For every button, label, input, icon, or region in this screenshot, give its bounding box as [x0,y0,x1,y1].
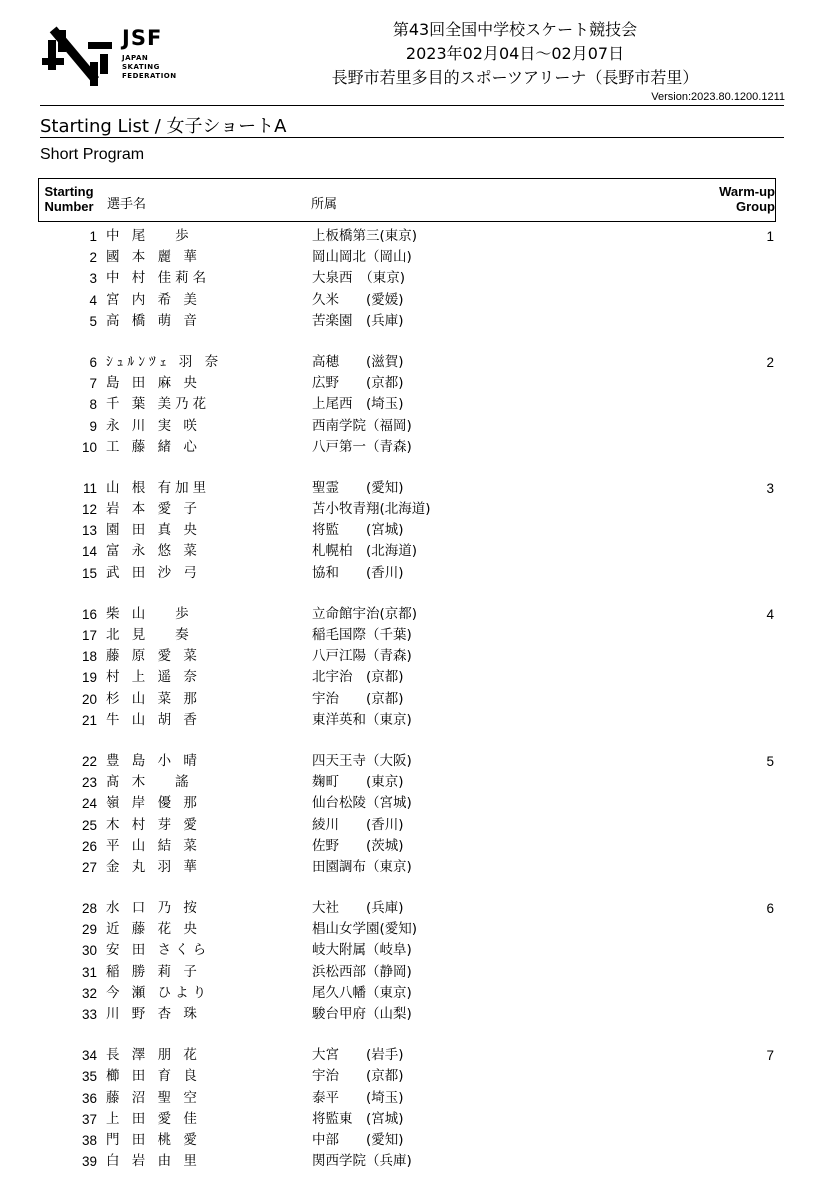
skater-club: 東洋英和（東京) [312,711,412,728]
table-row [40,646,784,667]
starting-number: 14 [81,544,97,560]
skater-club: 岐大附属（岐阜) [312,942,412,959]
skater-club: 大社 (兵庫) [312,900,404,917]
skater-club: 上板橋第三(東京) [312,228,418,244]
table-row [40,857,784,878]
skater-club: 立命館宇治(京都) [312,605,418,622]
header-club: 所属 [311,197,338,212]
event-name: 第43回全国中学校スケート競技会 [392,20,638,39]
table-row [40,604,784,625]
table-row [40,352,784,373]
starting-number: 35 [81,1069,97,1085]
table-row [40,1130,784,1151]
starting-number: 39 [81,1154,97,1170]
table-row [40,226,784,247]
list-title: Starting List / 女子ショートA [40,116,287,137]
table-row [40,1045,784,1066]
table-row [40,247,784,268]
table-row [40,625,784,646]
starting-number: 9 [89,418,97,434]
title-divider [40,137,784,138]
skater-club: 上尾西 (埼玉) [312,396,404,413]
starting-number: 28 [81,901,97,917]
skater-name: 近 藤 花 央 [106,921,201,938]
warmup-group [40,751,784,878]
skater-name: 中 村 佳莉名 [106,270,211,287]
warmup-group-number: 4 [766,606,774,622]
skater-name: 門 田 桃 愛 [106,1131,201,1148]
skater-club: 尾久八幡（東京) [312,984,412,1001]
skater-name: 武 田 沙 弓 [106,564,201,581]
skater-club: 札幌柏 (北海道) [312,543,418,560]
starting-number: 11 [82,480,97,496]
starting-number: 8 [89,397,97,413]
skater-name: 白 岩 由 里 [106,1153,201,1170]
starting-number: 4 [89,292,97,308]
table-row [40,541,784,562]
skater-club: 綾川 (香川) [312,816,404,833]
header-divider [40,105,784,106]
skater-name: 稲 勝 莉 子 [106,963,201,980]
skater-name: 藤 原 愛 菜 [106,648,201,665]
table-header [38,178,776,222]
skater-name: 上 田 愛 佳 [106,1110,201,1127]
table-row [40,667,784,688]
skater-name: 平 山 結 菜 [106,837,201,854]
skater-name: 富 永 悠 菜 [106,543,201,560]
skater-club: 駿台甲府（山梨) [312,1006,412,1022]
warmup-group [40,226,784,332]
table-row [40,983,784,1004]
skater-club: 大宮 (岩手) [312,1047,404,1064]
starting-number: 3 [89,271,97,287]
starting-number: 18 [81,649,97,665]
table-row [40,394,784,415]
starting-number: 34 [81,1048,97,1064]
starting-number: 38 [81,1132,97,1148]
header-group-line-2: Group [736,199,775,214]
table-row [40,1151,784,1172]
warmup-group-number: 7 [766,1048,774,1064]
skater-club: 田園調布（東京) [312,858,412,875]
warmup-group [40,478,784,584]
table-row [40,499,784,520]
skater-club: 稲毛国際（千葉) [312,627,412,643]
table-row [40,1088,784,1109]
warmup-group [40,352,784,458]
table-row [40,689,784,710]
skater-name: 牛 山 胡 香 [106,711,201,728]
skater-name: 北 見 奏 [106,627,193,643]
logo-line-3: FEDERATION [122,72,177,80]
table-row [40,793,784,814]
skater-name: 髙 木 謠 [106,774,193,791]
starting-number: 19 [81,670,97,686]
starting-number: 36 [81,1090,97,1106]
skater-club: 宇治 (京都) [312,1068,404,1085]
table-row [40,815,784,836]
skater-name: 藤 沼 聖 空 [106,1089,201,1106]
skater-club: 将監 (宮城) [312,522,404,539]
skater-name: 高 橋 萌 音 [106,312,201,329]
starting-number: 22 [81,753,97,769]
header-group-line-1: Warm-up [719,184,775,199]
warmup-group-number: 5 [766,753,774,769]
logo-subtitle [122,54,177,81]
starting-number: 13 [81,523,97,539]
starting-list [40,226,784,1192]
event-venue: 長野市若里多目的スポーツアリーナ（長野市若里） [331,68,699,87]
warmup-group-number: 3 [766,480,774,496]
table-row [40,311,784,332]
skater-name: 今 瀬 ひより [106,984,211,1001]
skater-name: 川 野 杏 珠 [106,1006,201,1022]
table-row [40,1066,784,1087]
skater-club: 北宇治 (京都) [312,669,404,686]
starting-number: 17 [81,628,97,643]
logo-abbreviation: JSF [122,26,163,50]
skater-club: 浜松西部（静岡) [312,963,412,980]
skater-name: 長 澤 朋 花 [106,1047,201,1064]
header-num-line-1: Starting [44,184,94,199]
skater-name: 安 田 さくら [106,942,211,959]
header-num-line-2: Number [44,199,94,214]
skater-club: 仙台松陵（宮城) [312,795,412,812]
table-row [40,268,784,289]
skater-club: 佐野 (茨城) [312,837,404,854]
skater-club: 協和 (香川) [312,564,404,581]
version-label: Version:2023.80.1200.1211 [651,91,785,103]
starting-number: 30 [81,943,97,959]
skater-name: 水 口 乃 按 [106,900,201,917]
starting-number: 27 [81,859,97,875]
warmup-group-number: 1 [766,229,774,244]
skater-club: 関西学院（兵庫) [312,1153,412,1170]
event-dates: 2023年02月04日～02月07日 [405,44,625,63]
document-header [0,0,829,110]
skater-club: 泰平 (埼玉) [312,1089,404,1106]
skater-club: 広野 (京都) [312,375,404,392]
starting-number: 15 [81,565,97,581]
skater-club: 四天王寺（大阪) [312,752,412,769]
table-row [40,478,784,499]
skater-name: 櫛 田 育 良 [106,1068,201,1085]
starting-number: 16 [81,606,97,622]
skater-name: 國 本 麗 華 [106,249,201,266]
starting-number: 29 [81,922,97,938]
table-row [40,290,784,311]
table-row [40,416,784,437]
skater-name: 園 田 真 央 [106,522,201,539]
starting-number: 33 [81,1007,97,1022]
event-info [270,18,760,90]
table-row [40,962,784,983]
starting-number: 26 [81,838,97,854]
skater-club: 岡山岡北（岡山) [312,249,412,266]
starting-number: 2 [89,250,97,266]
starting-number: 25 [81,817,97,833]
table-row [40,437,784,458]
logo-line-2: SKATING [122,63,160,71]
header-skater-name: 選手名 [107,197,147,212]
starting-number: 7 [89,376,97,392]
skater-club: 高穂 (滋賀) [312,353,404,370]
skater-name: 杉 山 菜 那 [106,690,201,707]
header-warmup-group [695,184,775,214]
skater-name: 千 葉 美乃花 [106,396,211,413]
starting-number: 21 [81,712,97,728]
skater-club: 西南学院（福岡) [312,417,412,434]
starting-number: 6 [89,354,97,370]
logo-line-1: JAPAN [122,54,149,62]
warmup-group [40,604,784,731]
skater-club: 宇治 (京都) [312,690,404,707]
skater-club: 八戸江陽（青森) [312,648,412,665]
skater-name: 村 上 遥 奈 [106,669,201,686]
skater-name: 岩 本 愛 子 [106,501,201,518]
table-row [40,919,784,940]
table-row [40,772,784,793]
skater-club: 苦楽園 (兵庫) [312,312,404,329]
skater-club: 大泉西 （東京) [312,270,406,287]
table-row [40,898,784,919]
starting-number: 12 [81,502,97,518]
skater-name: 山 根 有加里 [106,479,211,496]
starting-number: 37 [81,1111,97,1127]
table-row [40,751,784,772]
skater-name: 嶺 岸 優 那 [106,795,201,812]
skater-club: 苫小牧青翔(北海道) [312,501,431,518]
skater-club: 麹町 (東京) [312,774,404,791]
starting-number: 1 [89,229,97,244]
skater-name: 柴 山 歩 [106,605,193,622]
starting-number: 5 [89,313,97,329]
skater-name: 中 尾 歩 [106,228,193,244]
starting-number: 23 [81,775,97,791]
starting-number: 20 [81,691,97,707]
skater-name: 金 丸 羽 華 [106,858,201,875]
table-row [40,1004,784,1025]
starting-number: 31 [81,964,97,980]
skater-club: 将監東 (宮城) [312,1110,404,1127]
table-row [40,520,784,541]
starting-number: 10 [81,439,97,455]
table-row [40,563,784,584]
jsf-emblem-icon [40,18,118,94]
starting-number: 32 [81,985,97,1001]
table-row [40,940,784,961]
warmup-group [40,898,784,1025]
warmup-group-number: 2 [766,354,774,370]
skater-club: 久米 (愛媛) [312,291,404,308]
starting-number: 24 [81,796,97,812]
skater-name: 永 川 実 咲 [106,417,201,434]
warmup-group-number: 6 [766,901,774,917]
jsf-logo [40,18,190,94]
skater-club: 聖霊 (愛知) [312,479,404,496]
table-row [40,836,784,857]
header-starting-number [41,184,97,214]
warmup-group [40,1045,784,1172]
skater-name: 島 田 麻 央 [106,375,201,392]
table-row [40,373,784,394]
skater-club: 中部 (愛知) [312,1131,404,1148]
skater-club: 八戸第一（青森) [312,438,412,455]
program-name: Short Program [40,146,145,163]
skater-name: 工 藤 緒 心 [106,438,201,455]
skater-name: 豊 島 小 晴 [106,752,201,769]
table-row [40,1109,784,1130]
skater-name: 木 村 芽 愛 [106,816,201,833]
table-row [40,710,784,731]
skater-name: 宮 内 希 美 [106,291,201,308]
skater-name: ｼｭﾙﾝﾂｪ 羽 奈 [106,353,223,370]
skater-club: 椙山女学園(愛知) [312,921,418,938]
